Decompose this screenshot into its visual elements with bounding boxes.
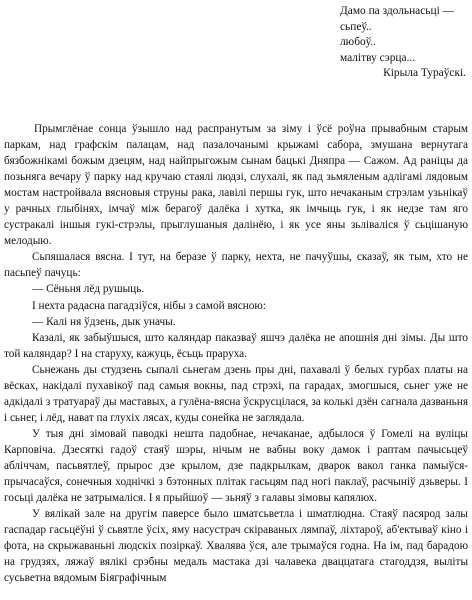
- paragraph-1: Прымглёнае сонца ўзышло над распранутым за зіму і ўсё роўна прывабным старым паркам, над графскім палацам, над пазалочанымі крыжамі сабора, змушана вернутага бязбожнікамі божым дзецям, над найпрыгожым сынам бацькі Дняпра — Сажом. Ад раніцы да позьняга вечару ў парку над кручаю стаялі людзі, слухалі, як пад зьмяленым адлігамі лядовым мостам настройвала вясновыя струны рака, лавілі першы гук, што нечаканым стрэлам узьнікаў у рачных глыбінях, імчаў між берагоў далёка і хутка, як імчыць гук, і як недзе там яго сустракалі іншыя гукі-стрэлы, прыглушаныя далінёю, і як усе яны зьліваліся ў сьцішаную мелодыю.: [4, 123, 468, 248]
- paragraph-8: У тыя дні зімовай паводкі нешта падобнае, нечаканае, адбылося ў Гомелі на вуліцы Карповіча. Дзесяткі гадоў стаяў шэры, нічым не вабны воку дамок і раптам пачысьцеў абліччам, пасьвятлеў, прырос дзе крылом, дзе падкрылкам, дварок вакол ганка памыўся-прычасаўся, сонечныя ходнічкі з бэтонных плітак гасьцям пад ногі паклаў, расчыніў дзьверы. І госьці далёка не затрымаліся. І я прыйшоў — зьняў з галавы зімовы капялюх.: [4, 427, 468, 505]
- epigraph-line-1: Дамо па здольнасьці —: [340, 5, 454, 17]
- body-text: [4, 121, 468, 586]
- epigraph-line-2: сьпеў..: [340, 20, 372, 33]
- epigraph: [340, 4, 468, 82]
- epigraph-line-3: любоў..: [340, 36, 376, 49]
- paragraph-5: — Калі ня ўдзень, дык уначы.: [32, 315, 176, 328]
- epigraph-line-4: малітву сэрца...: [340, 51, 416, 64]
- paragraph-3: — Сёньня лёд рушыць.: [32, 283, 145, 296]
- paragraph-4: І нехта радасна пагадзіўся, нібы з самой вясною:: [32, 299, 266, 312]
- paragraph-9: У вялікай зале на другім паверсе было шматсьветла і шматлюдна. Стаяў пасярод залы гаспадар гасьцёўні ў сьвятле ўсіх, яму насустрач скіраваных лямпаў, ліхтароў, аб'ектываў кіно і фота, на скрыжаваньні людскіх позіркаў. Хвалява ўся, але трымаўся годна. На ім, пад барадою на грудзях, ляжаў вялікі срэбны медаль мастака дзі чалавека дваццатага стагоддзя, выліты сусьветна вядомым Біяграфічным: [4, 508, 468, 585]
- paragraph-6: Казалі, як забыўшыся, што каляндар паказваў яшчэ далёка не апошнія дні зімы. Ды што той каляндар? І на старуху, кажуць, ёсьць праруха.: [4, 331, 468, 360]
- paragraph-7: Сьнежань ды студзень сыпалі сьнегам дзень пры дні, пахавалі ў белых гурбах платы на вёсках, накідалі пухавікоў пад самыя вокны, пад стрэхі, па гарадах, змогшыся, сьнег уже не адкідалі з тратуараў ды маставых, а гулёна-вясна ўскрусцілася, за колькі дзён сагнала дазваньня і сьнег, і лёд, нават па глухіх лясах, куды сонейка не заглядала.: [4, 363, 468, 424]
- paragraph-2: Сьпяшалася вясна. І тут, на беразе ў парку, нехта, не пачуўшы, сказаў, як тым, хто не пасьпеў пачуць:: [4, 251, 468, 280]
- epigraph-author: Кірыла Тураўскі.: [383, 67, 466, 80]
